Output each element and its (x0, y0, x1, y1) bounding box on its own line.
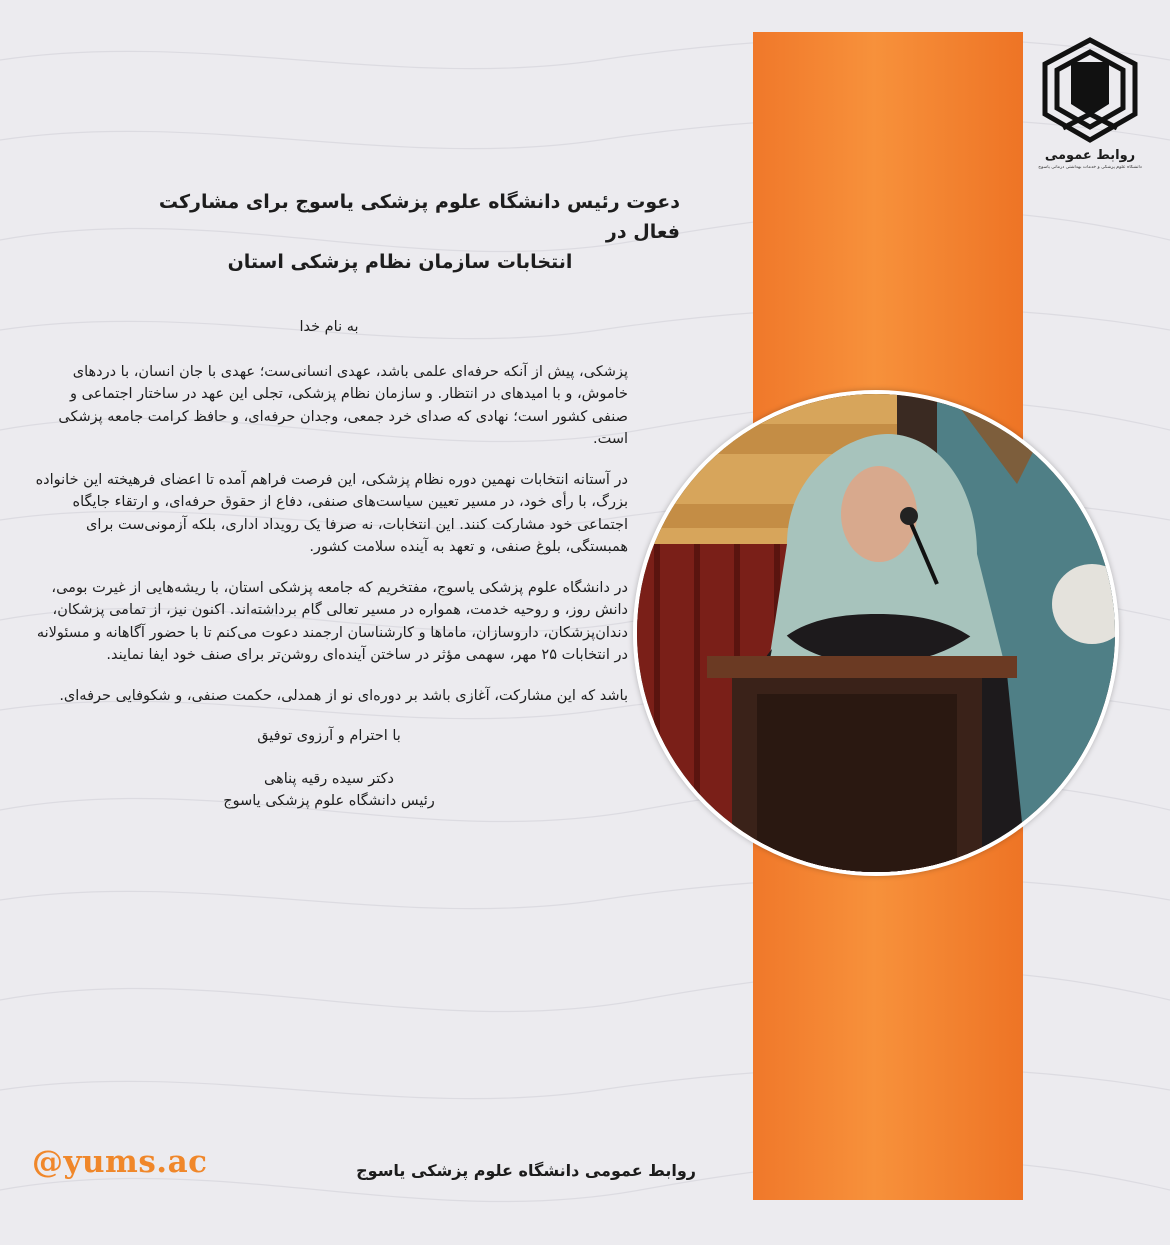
social-handle: @yums.ac (32, 1144, 208, 1180)
signature-title: رئیس دانشگاه علوم پزشکی یاسوج (223, 793, 435, 809)
letter-paragraph-2: در آستانه انتخابات نهمین دوره نظام پزشکی، این فرصت فراهم آمده تا اعضای فرهیخته این خانواده بزرگ، با رأی خود، در مسیر تعیین سیاست‌های صنفی، دفاع از حقوق حرفه‌ای، و ارتقاء جایگاه اجتماعی خود مشارکت کنند. این انتخابات، نه صرفا یک رویداد اداری، بلکه آزمونی‌ست برای همبستگی، بلوغ صنفی، و تعهد به آینده سلامت کشور. (35, 471, 628, 555)
footer-organization: روابط عمومی دانشگاه علوم پزشکی یاسوج (356, 1161, 696, 1180)
logo-title: روابط عمومی (1044, 148, 1136, 163)
speaker-photo (633, 390, 1119, 876)
headline-line-1: دعوت رئیس دانشگاه علوم پزشکی یاسوج برای مشارکت فعال در (158, 191, 680, 243)
letter-paragraph-3: در دانشگاه علوم پزشکی یاسوج، مفتخریم که جامعه پزشکی استان، با ریشه‌هایی از غیرت بومی، دانش روز، و روحیه خدمت، همواره در مسیر تعالی گام برداشته‌اند. اکنون نیز، از تمامی پزشکان، دندان‌پزشکان، داروسازان، ماماها و کارشناسان ارجمند دعوت می‌کنم تا با حضور آگاهانه و مسئولانه در انتخابات ۲۵ مهر، سهمی مؤثر در ساختن آینده‌ای روشن‌تر برای صنف خود ایفا نمایند. (36, 579, 628, 663)
bismillah: به نام خدا (299, 319, 359, 335)
closing-line: با احترام و آرزوی توفیق (257, 728, 401, 744)
logo-subtitle: دانشگاه علوم پزشکی و خدمات بهداشتی درمانی یاسوج (1038, 165, 1142, 170)
university-logo (1035, 36, 1145, 176)
headline (120, 187, 680, 277)
letter-body (30, 316, 628, 813)
letter-paragraph-1: پزشکی، پیش از آنکه حرفه‌ای علمی باشد، عهدی انسانی‌ست؛ عهدی با جان انسان، با دردهای خاموش، و با امیدهای در انتظار. و سازمان نظام پزشکی، تجلی این عهد در ساختار اجتماعی و صنفی کشور است؛ نهادی که صدای خرد جمعی، وجدان حرفه‌ای، و حافظ کرامت جامعه پزشکی است. (58, 363, 628, 447)
logo-emblem-icon (1035, 36, 1145, 146)
headline-line-2: انتخابات سازمان نظام پزشکی استان (227, 251, 573, 273)
letter-paragraph-4: باشد که این مشارکت، آغازی باشد بر دوره‌ای نو از همدلی، حکمت صنفی، و شکوفایی حرفه‌ای. (59, 687, 628, 704)
signature-name: دکتر سیده رقیه پناهی (264, 770, 394, 787)
